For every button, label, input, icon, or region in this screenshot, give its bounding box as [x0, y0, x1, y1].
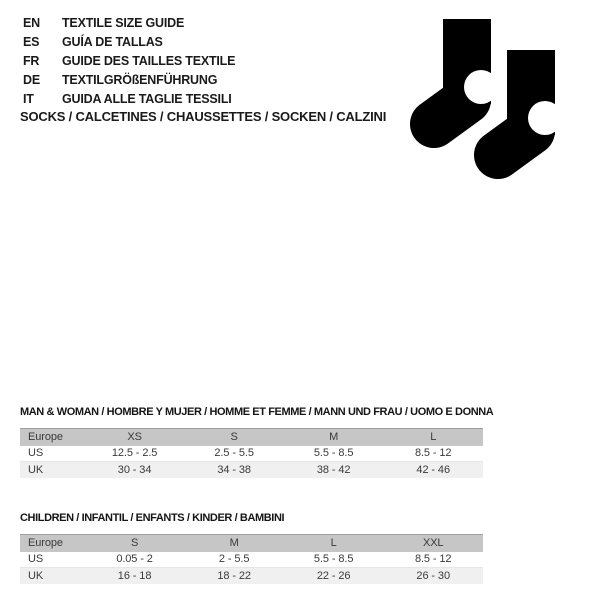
language-row	[23, 13, 235, 32]
language-guide-title: GUÍA DE TALLAS	[62, 34, 163, 49]
language-row	[23, 89, 235, 108]
size-value: 30 - 34	[117, 463, 152, 476]
table-header-row	[20, 535, 483, 552]
size-value: 8.5 - 12	[414, 553, 452, 566]
size-value: 12.5 - 2.5	[111, 447, 158, 460]
sock-back	[434, 19, 498, 124]
language-code: FR	[23, 53, 40, 68]
language-code: ES	[23, 34, 40, 49]
size-table-children	[20, 512, 483, 584]
language-row	[23, 51, 235, 70]
column-header-size: S	[130, 537, 139, 550]
language-list	[23, 13, 235, 108]
table-row-us	[20, 446, 483, 462]
table-title-children: CHILDREN / INFANTIL / ENFANTS / KINDER / BAMBINI	[20, 512, 285, 524]
size-value: 18 - 22	[217, 569, 251, 582]
column-header-size: S	[230, 431, 238, 444]
sock-front	[498, 50, 562, 155]
table-title-man-woman: MAN & WOMAN / HOMBRE Y MUJER / HOMME ET FEMME / MANN UND FRAU / UOMO E DONNA	[20, 406, 494, 418]
size-value: 5.5 - 8.5	[313, 447, 354, 460]
language-guide-title: GUIDA ALLE TAGLIE TESSILI	[62, 91, 232, 106]
table-row-uk	[20, 462, 483, 478]
man-woman-table	[20, 428, 483, 478]
sock-heel-cutout	[528, 101, 562, 135]
language-guide-title: TEXTILE SIZE GUIDE	[62, 15, 185, 30]
size-value: 34 - 38	[217, 463, 251, 476]
size-table-man-woman	[20, 406, 494, 478]
table-header-row	[20, 429, 483, 446]
size-value: 42 - 46	[416, 463, 450, 476]
size-value: 38 - 42	[316, 463, 351, 476]
language-guide-title: TEXTILGRÖßENFÜHRUNG	[62, 72, 218, 87]
region-label: US	[28, 553, 44, 566]
column-header-size: XS	[127, 431, 142, 444]
region-label: UK	[28, 569, 44, 582]
language-code: IT	[23, 91, 34, 106]
column-header-size: L	[330, 537, 337, 550]
region-label: US	[28, 447, 44, 460]
language-row	[23, 32, 235, 51]
table-row-uk	[20, 568, 483, 584]
column-header-size: L	[430, 431, 437, 444]
language-guide-title: GUIDE DES TAILLES TEXTILE	[62, 53, 236, 68]
table-row-us	[20, 552, 483, 568]
region-label: UK	[28, 463, 44, 476]
size-value: 8.5 - 12	[414, 447, 452, 460]
socks-icon	[390, 0, 600, 200]
column-header-size: M	[229, 537, 239, 550]
size-value: 16 - 18	[117, 569, 152, 582]
column-header-europe: Europe	[28, 537, 63, 550]
size-value: 5.5 - 8.5	[313, 553, 354, 566]
size-value: 22 - 26	[316, 569, 351, 582]
size-value: 0.05 - 2	[116, 553, 153, 566]
category-heading: SOCKS / CALCETINES / CHAUSSETTES / SOCKEN / CALZINI	[20, 109, 387, 124]
column-header-size: XXL	[422, 537, 444, 550]
children-table	[20, 534, 483, 584]
column-header-size: M	[329, 431, 339, 444]
size-value: 2.5 - 5.5	[214, 447, 254, 460]
size-value: 2 - 5.5	[218, 553, 250, 566]
language-row	[23, 70, 235, 89]
sock-heel-cutout	[464, 70, 498, 104]
language-code: DE	[23, 72, 40, 87]
size-value: 26 - 30	[416, 569, 450, 582]
language-code: EN	[23, 15, 40, 30]
column-header-europe: Europe	[28, 431, 63, 444]
